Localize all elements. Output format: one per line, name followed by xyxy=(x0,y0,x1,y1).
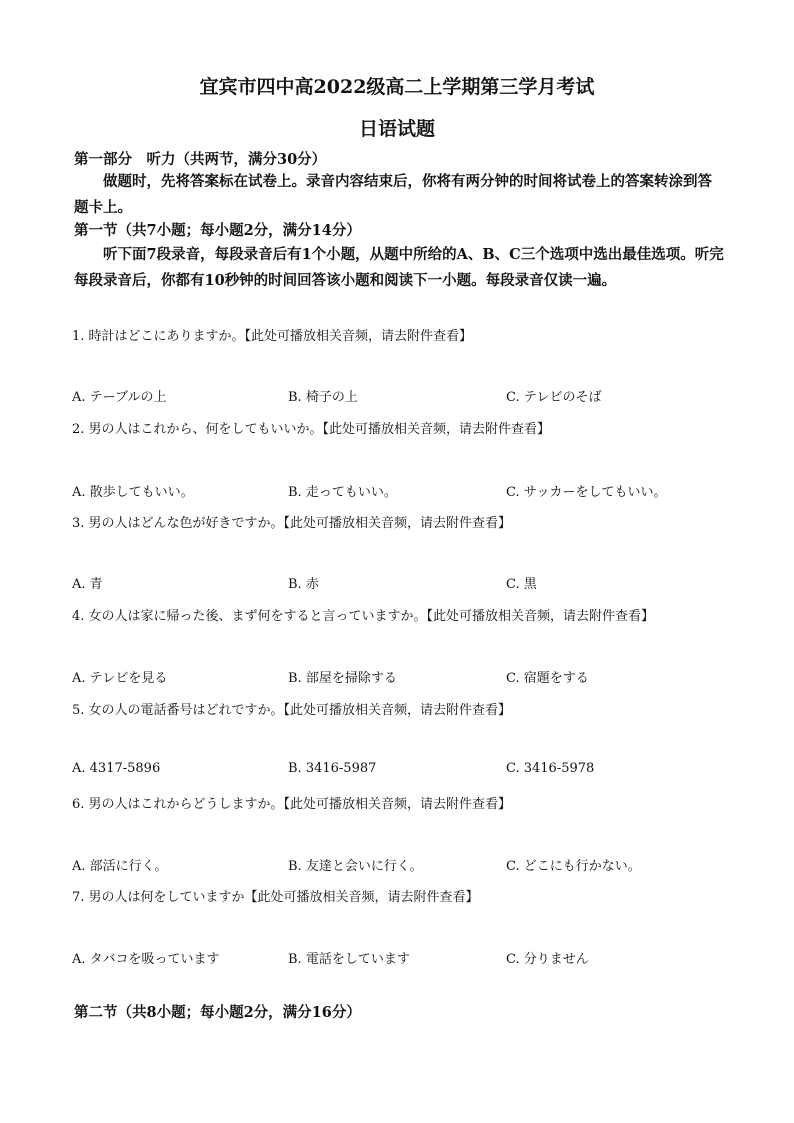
question-7-option-c: C. 分りません xyxy=(506,952,589,967)
question-2-option-a: A. 散歩してもいい。 xyxy=(72,485,194,500)
question-5-option-a: A. 4317-5896 xyxy=(72,761,161,776)
question-4-option-a: A. テレビを見る xyxy=(72,671,168,686)
question-5-option-c: C. 3416-5978 xyxy=(506,761,595,776)
question-6: 6. 男の人はこれからどうしますか。【此处可播放相关音频，请去附件查看】 xyxy=(72,797,512,812)
exam-title: 宜宾市四中高2022级高二上学期第三学月考试 xyxy=(199,76,595,98)
question-5-option-b: B. 3416-5987 xyxy=(288,761,377,776)
question-4-option-c: C. 宿題をする xyxy=(506,671,589,686)
question-4: 4. 女の人は家に帰った後、まず何をすると言っていますか。【此处可播放相关音频，请去附件查看】 xyxy=(72,609,655,624)
part1-instructions: 做题时，先将答案标在试卷上。录音内容结束后，你将有两分钟的时间将试卷上的答案转涂到答题卡上。 xyxy=(74,173,712,216)
question-2-option-b: B. 走ってもいい。 xyxy=(288,485,397,500)
question-1-option-b: B. 椅子の上 xyxy=(288,390,358,405)
part1-heading: 第一部分 听力（共两节，满分30分） xyxy=(74,151,327,168)
question-7-option-a: A. タバコを吸っています xyxy=(72,952,220,967)
question-2-option-c: C. サッカーをしてもいい。 xyxy=(506,485,667,500)
question-3: 3. 男の人はどんな色が好きですか。【此处可播放相关音频，请去附件查看】 xyxy=(72,516,512,531)
question-1: 1. 時計はどこにありますか。【此处可播放相关音频，请去附件查看】 xyxy=(72,329,473,344)
question-7: 7. 男の人は何をしていますか【此处可播放相关音频，请去附件查看】 xyxy=(72,890,479,905)
question-3-option-b: B. 赤 xyxy=(288,577,319,592)
question-6-option-c: C. どこにも行かない。 xyxy=(506,859,641,874)
question-5: 5. 女の人の電話番号はどれですか。【此处可播放相关音频，请去附件查看】 xyxy=(72,703,512,718)
section2-heading: 第二节（共8小题；每小题2分，满分16分） xyxy=(74,1004,361,1021)
question-3-option-c: C. 黒 xyxy=(506,577,537,592)
question-2: 2. 男の人はこれから、何をしてもいいか。【此处可播放相关音频，请去附件查看】 xyxy=(72,422,551,437)
section1-instructions: 听下面7段录音，每段录音后有1个小题，从题中所给的A、B、C三个选项中选出最佳选项。听完每段录音后，你都有10秒钟的时间回答该小题和阅读下一小题。每段录音仅读一遍。 xyxy=(74,246,724,289)
question-7-option-b: B. 電話をしています xyxy=(288,952,410,967)
question-6-option-a: A. 部活に行く。 xyxy=(72,859,168,874)
section1-heading: 第一节（共7小题；每小题2分，满分14分） xyxy=(74,222,361,239)
question-6-option-b: B. 友達と会いに行く。 xyxy=(288,859,423,874)
question-4-option-b: B. 部屋を掃除する xyxy=(288,671,397,686)
question-1-option-a: A. テーブルの上 xyxy=(72,390,167,405)
question-1-option-c: C. テレビのそば xyxy=(506,390,602,405)
exam-subtitle: 日语试题 xyxy=(358,118,435,140)
question-3-option-a: A. 青 xyxy=(72,577,103,592)
